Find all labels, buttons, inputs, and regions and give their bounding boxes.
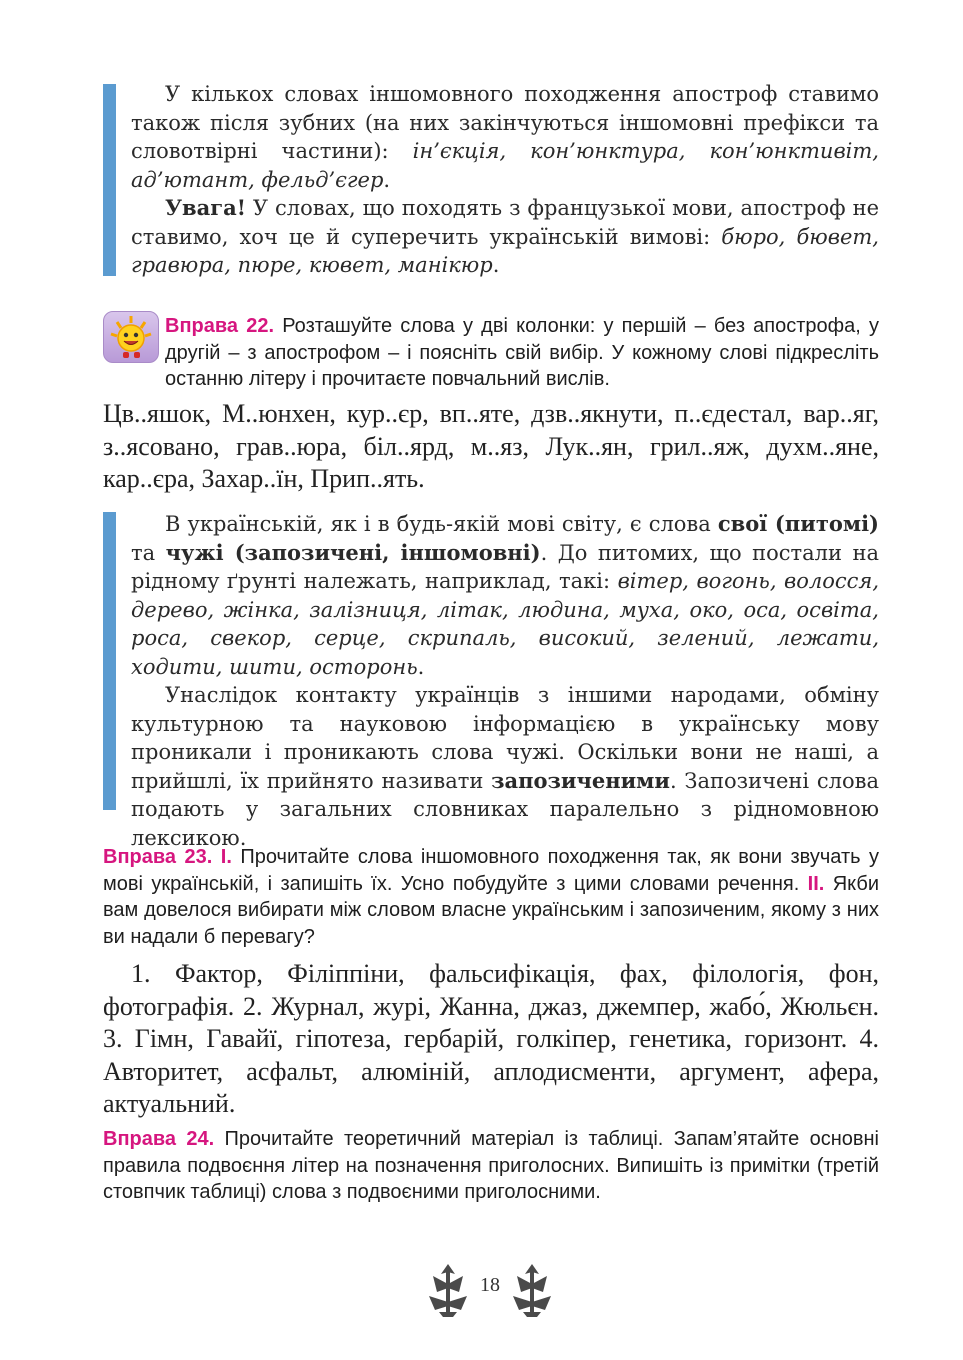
exercise-label: Вправа 23. — [103, 846, 213, 868]
rule-paragraph: Увага! У словах, що походять з французької мови, апостроф не ставимо, хоч це й суперечить українській вимові: бюро, бювет, гравюра, пюре, кювет, манікюр. — [131, 195, 879, 277]
exercise-23: Вправа 23. І. Прочитайте слова іншомовного походження так, як вони звучать у мові українській, і запишіть їх. Усно побудуйте з цими словами речення. ІІ. Якби вам довелося вибирати між словом власне українським і запозиченим, якому з них ви надали б перевагу? — [103, 846, 880, 948]
exercise-label: Вправа 22. — [165, 315, 275, 337]
exercise-23-words: 1. Фактор, Філіппіни, фальсифікація, фах, філологія, фон, фотографія. 2. Журнал, журі, Жанна, джаз, джемпер, жабо́, Жюльєн. 3. Гімн, Гавайї, гіпотеза, гербарій, голкіпер, генетика, горизонт. 4. Авторитет, асфальт, алюміній, аплодисменти, аргумент, афера, актуальний. — [103, 959, 879, 1118]
rule-block-1 — [103, 80, 879, 280]
rule-accent-bar — [103, 512, 116, 810]
exercise-22-words: Цв..яшок, М..юнхен, кур..єр, вп..яте, дзв..якнути, п..єдестал, вар..яг, з..ясовано, грав..юра, біл..ярд, м..яз, Лук..ян, грил..яж, духм..яне, кар..єра, Захар..їн, Прип..ять. — [103, 399, 879, 493]
ukrainian-ornament-icon — [509, 1262, 555, 1318]
page-footer — [425, 1262, 555, 1322]
exercise-22: Вправа 22. Розташуйте слова у дві колонки: у першій – без апострофа, у другій – з апострофом – і поясніть свій вибір. У кожному слові підкресліть останню літеру і прочитаєте повчальний вислів. — [165, 315, 879, 390]
rule-block-2 — [103, 510, 879, 852]
rule-paragraph: У кількох словах іншомовного походження апостроф ставимо також після зубних (на них закінчуються іншомовні префікси та словотвірні частини): ін’єкція, кон’юнктура, кон’юнктивіт, ад’ютант, фельд’єгер. — [131, 82, 879, 192]
rule-accent-bar — [103, 84, 116, 276]
rule-paragraph: Унаслідок контакту українців з іншими народами, обміну культурною та науковою інформацією в українську мову проникали і проникають слова чужі. Оскільки вони не наші, а прийшлі, їх прийнято називати запозиченими. Запозичені слова подають у загальних словниках паралельно з рідномовною лексикою. — [131, 683, 879, 850]
rule-paragraph: В українській, як і в будь-якій мові світу, є слова свої (питомі) та чужі (запозичені, іншомовні). До питомих, що постали на рідному ґрунті належать, наприклад, такі: вітер, вогонь, волосся, дерево, жінка, залізниця, літак, людина, муха, око, оса, освіта, роса, свекор, серце, скрипаль, високий, зелений, лежати, ходити, шити, осторонь. — [131, 511, 879, 679]
smiling-sun-icon — [103, 311, 159, 363]
exercise-24: Вправа 24. Прочитайте теоретичний матеріал із таблиці. Запам’ятайте основні правила подвоєння літер на позначення приголосних. Випишіть із примітки (третій стовпчик таблиці) слова з подвоєними приголосними. — [103, 1128, 879, 1203]
page-number: 18 — [480, 1274, 500, 1296]
exercise-label: Вправа 24. — [103, 1128, 215, 1150]
ukrainian-ornament-icon — [425, 1262, 471, 1318]
